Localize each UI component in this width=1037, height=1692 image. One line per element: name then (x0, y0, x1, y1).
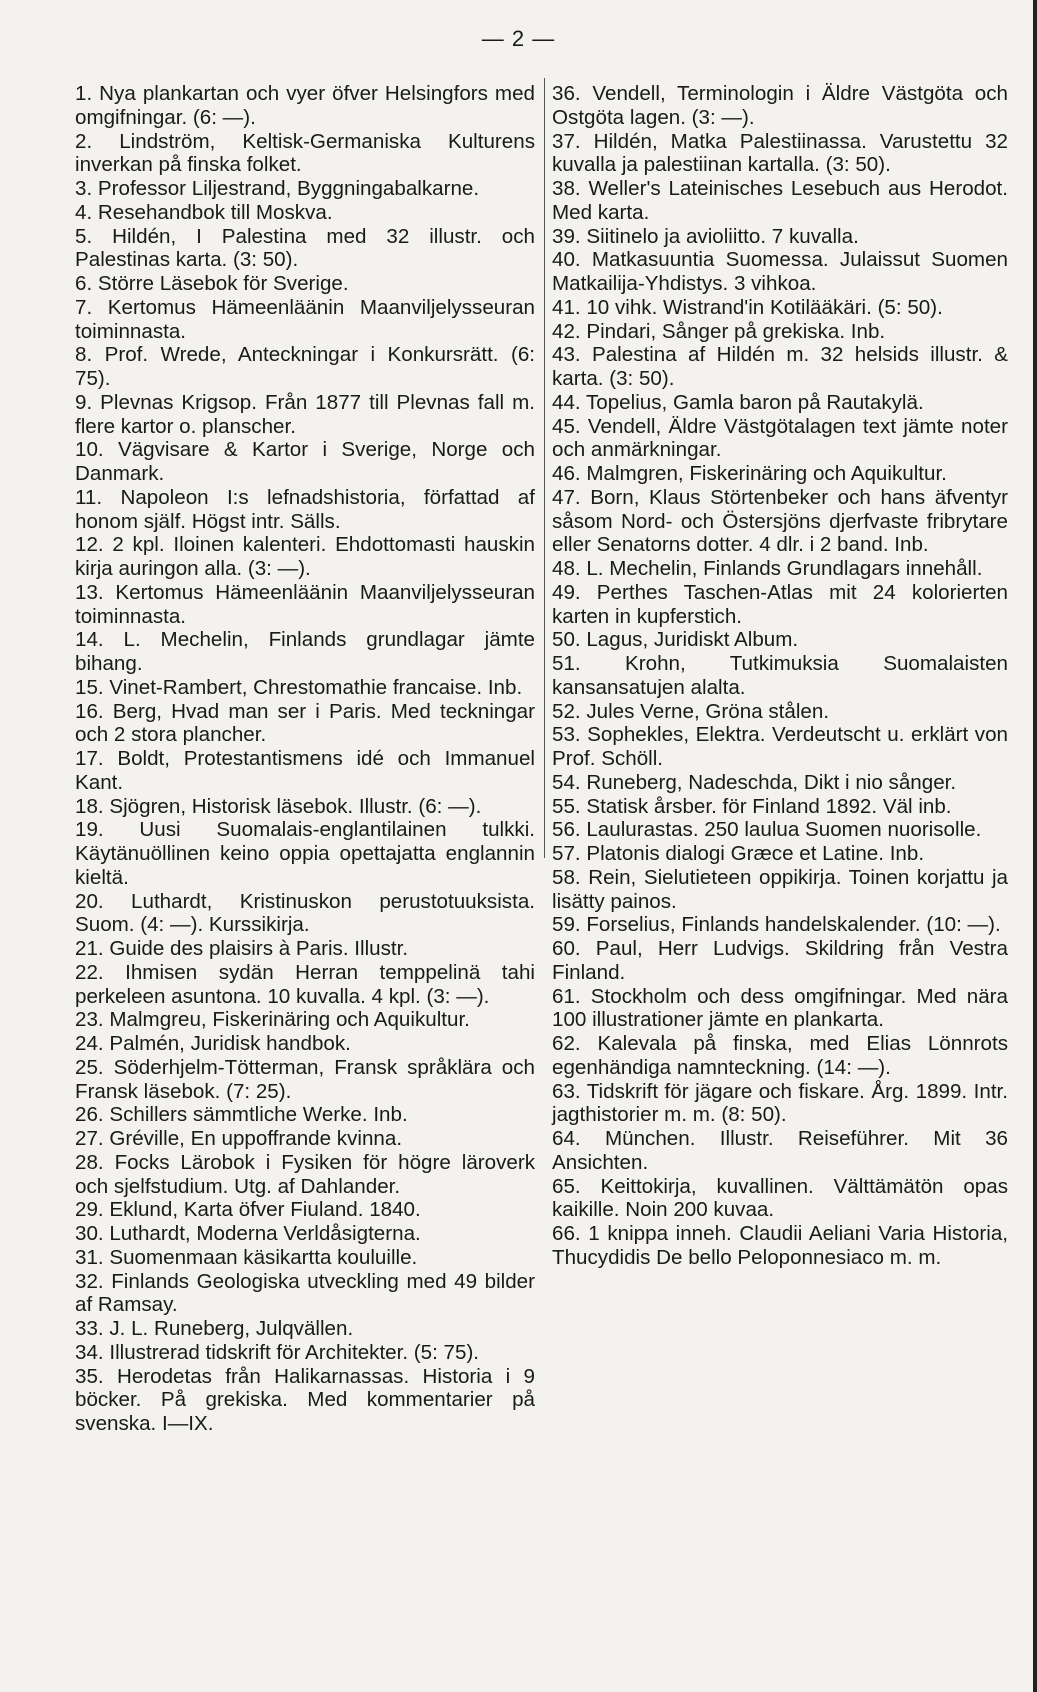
catalog-entry: 36. Vendell, Terminologin i Äldre Västgöta och Ostgöta lagen. (3: —). (552, 82, 1008, 129)
catalog-entry: 6. Större Läsebok för Sverige. (75, 272, 349, 295)
catalog-entry: 31. Suomenmaan käsikartta kouluille. (75, 1245, 418, 1269)
catalog-entry: 48. L. Mechelin, Finlands Grundlagars innehåll. (552, 557, 983, 580)
catalog-entry: 53. Sophekles, Elektra. Verdeutscht u. erklärt von Prof. Schöll. (552, 723, 1008, 770)
page-number: — 2 — (481, 26, 556, 51)
catalog-entry: 16. Berg, Hvad man ser i Paris. Med teckningar och 2 stora plancher. (75, 699, 535, 747)
catalog-entry: 59. Forselius, Finlands handelskalender. (10: —). (552, 913, 1001, 937)
catalog-entry: 9. Plevnas Krigsop. Från 1877 till Plevnas fall m. flere kartor o. planscher. (75, 390, 535, 438)
catalog-entry: 65. Keittokirja, kuvallinen. Välttämätön opas kaikille. Noin 200 kuvaa. (552, 1174, 1008, 1222)
right-column (552, 82, 1008, 1270)
catalog-entry: 50. Lagus, Juridiskt Album. (552, 628, 799, 652)
catalog-entry: 14. L. Mechelin, Finlands grundlagar jämte bihang. (75, 628, 535, 675)
catalog-entry: 21. Guide des plaisirs à Paris. Illustr. (75, 937, 409, 960)
page-edge (1033, 0, 1037, 1692)
catalog-entry: 30. Luthardt, Moderna Verldåsigterna. (75, 1222, 421, 1245)
catalog-entry: 2. Lindström, Keltisk-Germaniska Kulturens inverkan på finska folket. (75, 129, 535, 177)
catalog-entry: 18. Sjögren, Historisk läsebok. Illustr. (6: —). (75, 794, 482, 818)
catalog-entry: 19. Uusi Suomalais-englantilainen tulkki. Käytänuöllinen keino oppia opettajatta englannin kieltä. (75, 818, 535, 889)
catalog-entry: 60. Paul, Herr Ludvigs. Skildring från Vestra Finland. (552, 937, 1008, 984)
catalog-entry: 28. Focks Lärobok i Fysiken för högre läroverk och sjelfstudium. Utg. af Dahlander. (75, 1150, 535, 1198)
catalog-entry: 5. Hildén, I Palestina med 32 illustr. och Palestinas karta. (3: 50). (75, 224, 535, 272)
catalog-entry: 11. Napoleon I:s lefnadshistoria, författad af honom själf. Högst intr. Sälls. (75, 485, 535, 533)
catalog-entry: 38. Weller's Lateinisches Lesebuch aus Herodot. Med karta. (552, 177, 1008, 224)
catalog-entry: 8. Prof. Wrede, Anteckningar i Konkursrätt. (6: 75). (75, 343, 535, 390)
catalog-entry: 12. 2 kpl. Iloinen kalenteri. Ehdottomasti hauskin kirja auringon alla. (3: —). (75, 533, 535, 580)
catalog-entry: 66. 1 knippa inneh. Claudii Aeliani Varia Historia, Thucydidis De bello Peloponnesiaco m. m. (552, 1222, 1008, 1269)
catalog-entry: 39. Siitinelo ja avioliitto. 7 kuvalla. (552, 224, 859, 248)
catalog-entry: 54. Runeberg, Nadeschda, Dikt i nio sånger. (552, 770, 957, 794)
catalog-entry: 3. Professor Liljestrand, Byggningabalkarne. (75, 177, 480, 200)
catalog-entry: 13. Kertomus Hämeenläänin Maanviljelysseuran toiminnasta. (75, 580, 535, 628)
left-column (75, 82, 535, 1436)
catalog-entry: 10. Vägvisare & Kartor i Sverige, Norge och Danmark. (75, 438, 535, 485)
catalog-entry: 27. Gréville, En uppoffrande kvinna. (75, 1127, 403, 1150)
catalog-entry: 49. Perthes Taschen-Atlas mit 24 kolorierten karten in kupferstich. (552, 580, 1008, 628)
catalog-entry: 35. Herodetas från Halikarnassas. Historia i 9 böcker. På grekiska. Med kommentarier på svenska. I—IX. (75, 1364, 535, 1435)
catalog-entry: 22. Ihmisen sydän Herran temppelinä tahi perkeleen asuntona. 10 kuvalla. 4 kpl. (3: —). (75, 960, 535, 1008)
catalog-entry: 15. Vinet-Rambert, Chrestomathie francaise. Inb. (75, 675, 523, 699)
catalog-entry: 41. 10 vihk. Wistrand'in Kotilääkäri. (5: 50). (552, 295, 943, 319)
catalog-entry: 17. Boldt, Protestantismens idé och Immanuel Kant. (75, 747, 535, 794)
catalog-entry: 45. Vendell, Äldre Västgötalagen text jämte noter och anmärkningar. (552, 414, 1008, 462)
catalog-entry: 29. Eklund, Karta öfver Fiuland. 1840. (75, 1198, 421, 1222)
catalog-entry: 58. Rein, Sielutieteen oppikirja. Toinen korjattu ja lisätty painos. (552, 865, 1008, 913)
catalog-entry: 51. Krohn, Tutkimuksia Suomalaisten kansansatujen alalta. (552, 652, 1008, 699)
column-divider (544, 78, 545, 858)
catalog-entry: 44. Topelius, Gamla baron på Rautakylä. (552, 390, 924, 414)
catalog-entry: 52. Jules Verne, Gröna stålen. (552, 699, 830, 723)
catalog-entry: 4. Resehandbok till Moskva. (75, 200, 333, 224)
catalog-entry: 63. Tidskrift för jägare och fiskare. Årg. 1899. Intr. jagthistorier m. m. (8: 50). (552, 1079, 1008, 1127)
catalog-entry: 34. Illustrerad tidskrift för Architekter. (5: 75). (75, 1340, 480, 1364)
catalog-entry: 43. Palestina af Hildén m. 32 helsids illustr. & karta. (3: 50). (552, 343, 1008, 390)
catalog-entry: 20. Luthardt, Kristinuskon perustotuuksista. Suom. (4: —). Kurssikirja. (75, 889, 535, 937)
catalog-entry: 62. Kalevala på finska, med Elias Lönnrots egenhändiga namnteckning. (14: —). (552, 1032, 1008, 1079)
catalog-entry: 46. Malmgren, Fiskerinäring och Aquikultur. (552, 462, 947, 485)
catalog-entry: 55. Statisk årsber. för Finland 1892. Väl inb. (552, 794, 952, 818)
catalog-entry: 26. Schillers sämmtliche Werke. Inb. (75, 1103, 408, 1127)
catalog-entry: 24. Palmén, Juridisk handbok. (75, 1032, 351, 1055)
catalog-entry: 42. Pindari, Sånger på grekiska. Inb. (552, 319, 886, 343)
catalog-entry: 33. J. L. Runeberg, Julqvällen. (75, 1317, 354, 1340)
catalog-entry: 47. Born, Klaus Störtenbeker och hans äfventyr såsom Nord- och Östersjöns djerfvaste fribrytare eller Senatorns dotter. 4 dlr. i 2 band. Inb. (552, 485, 1008, 557)
catalog-entry: 61. Stockholm och dess omgifningar. Med nära 100 illustrationer jämte en plankarta. (552, 984, 1008, 1032)
catalog-entry: 23. Malmgreu, Fiskerinäring och Aquikultur. (75, 1008, 470, 1032)
catalog-entry: 56. Laulurastas. 250 laulua Suomen nuorisolle. (552, 818, 982, 842)
catalog-entry: 37. Hildén, Matka Palestiinassa. Varustettu 32 kuvalla ja palestiinan kartalla. (3: 50). (552, 129, 1008, 177)
catalog-entry: 1. Nya plankartan och vyer öfver Helsingfors med omgifningar. (6: —). (75, 82, 535, 129)
catalog-entry: 40. Matkasuuntia Suomessa. Julaissut Suomen Matkailija-Yhdistys. 3 vihkoa. (552, 248, 1008, 295)
catalog-entry: 64. München. Illustr. Reiseführer. Mit 36 Ansichten. (552, 1127, 1008, 1174)
catalog-entry: 25. Söderhjelm-Tötterman, Fransk språklära och Fransk läsebok. (7: 25). (75, 1055, 535, 1103)
catalog-entry: 57. Platonis dialogi Græce et Latine. Inb. (552, 842, 925, 865)
catalog-entry: 7. Kertomus Hämeenläänin Maanviljelysseuran toiminnasta. (75, 295, 535, 343)
catalog-entry: 32. Finlands Geologiska utveckling med 49 bilder af Ramsay. (75, 1269, 535, 1317)
